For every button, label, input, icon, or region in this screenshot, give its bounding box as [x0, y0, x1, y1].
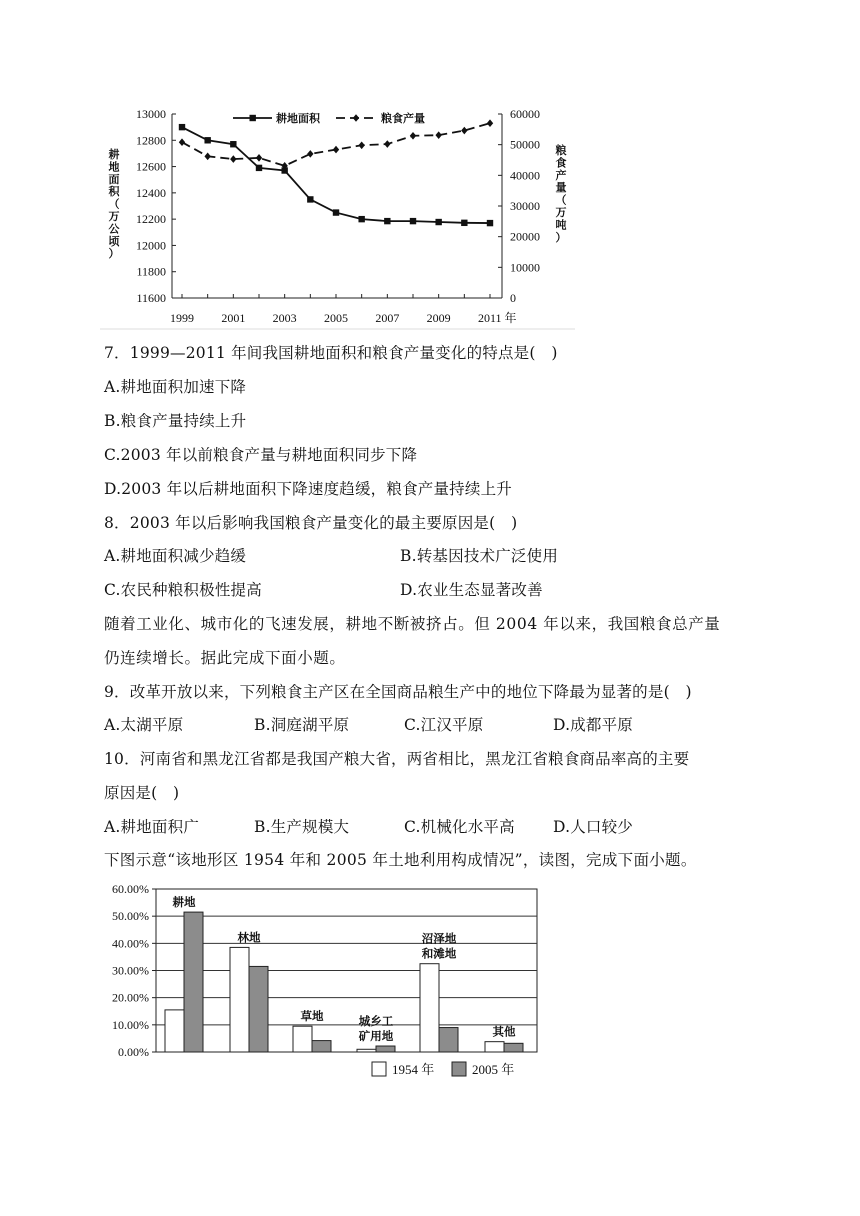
category-label: 和滩地 [421, 946, 457, 961]
question-8-option-c: C.农民种粮积极性提高 [104, 581, 262, 599]
right-axis-tick-label: 10000 [510, 260, 540, 275]
series-line-grain-output [182, 123, 490, 166]
left-axis-label-char: 地 [108, 160, 120, 174]
left-axis-tick-label: 13000 [136, 107, 166, 121]
bar-2005 [376, 1046, 395, 1052]
series-line-cultivated-land [182, 127, 490, 223]
right-axis-label-char: 量 [555, 181, 567, 195]
bar-2005 [312, 1041, 331, 1052]
question-7-stem: 7．1999—2011 年间我国耕地面积和粮食产量变化的特点是( ) [104, 344, 558, 362]
question-8-option-a: A.耕地面积减少趋缓 [104, 547, 247, 565]
left-axis-label-char: 公 [108, 222, 120, 236]
y-axis-tick-label: 30.00% [112, 963, 149, 978]
question-9-option-a: A.太湖平原 [104, 716, 184, 734]
y-axis-tick-label: 0.00% [118, 1045, 149, 1059]
question-10-stem-line-2: 原因是( ) [104, 784, 180, 802]
bar-1954 [357, 1049, 376, 1052]
y-axis-tick-label: 50.00% [112, 909, 149, 924]
y-axis-tick-label: 10.00% [112, 1017, 149, 1032]
legend-square-marker [250, 115, 256, 121]
legend-label-cultivated-land: 耕地面积 [276, 112, 320, 125]
bar-2005 [504, 1043, 523, 1052]
question-7-option-a: A.耕地面积加速下降 [104, 378, 247, 396]
question-10-option-b: B.生产规模大 [254, 818, 350, 836]
question-8-option-b: B.转基因技术广泛使用 [400, 547, 559, 565]
square-marker [256, 165, 262, 171]
x-axis-tick-label: 2005 [324, 311, 348, 325]
square-marker [230, 141, 236, 147]
legend-swatch-1954 [372, 1062, 386, 1076]
question-10-stem-line-1: 10．河南省和黑龙江省都是我国产粮大省，两省相比，黑龙江省粮食商品率高的主要 [104, 750, 690, 768]
diamond-marker [435, 131, 441, 139]
legend-label-2005: 2005 年 [472, 1062, 515, 1077]
square-marker [461, 220, 467, 226]
right-axis-label-char: 粮 [555, 144, 567, 157]
question-9-option-d: D.成都平原 [553, 716, 634, 734]
right-axis-tick-label: 60000 [510, 107, 540, 121]
land-use-intro: 下图示意“该地形区 1954 年和 2005 年土地利用构成情况”，读图，完成下面小题。 [104, 851, 697, 869]
square-marker [204, 137, 210, 143]
left-axis-tick-label: 12600 [136, 159, 166, 174]
diamond-marker [256, 154, 262, 162]
passage-line-2: 仍连续增长。据此完成下面小题。 [104, 649, 346, 667]
bar-1954 [293, 1026, 312, 1052]
diamond-marker [358, 141, 364, 149]
left-axis-tick-label: 12800 [136, 133, 166, 148]
diamond-marker [179, 138, 185, 146]
right-axis-tick-label: 40000 [510, 168, 540, 183]
question-7-option-c: C.2003 年以前粮食产量与耕地面积同步下降 [104, 446, 418, 464]
legend-label-grain-output: 粮食产量 [381, 112, 425, 125]
diamond-marker [461, 127, 467, 135]
question-10-option-a: A.耕地面积广 [104, 818, 200, 836]
diamond-marker [307, 150, 313, 158]
diamond-marker [384, 140, 390, 148]
diamond-marker [410, 132, 416, 140]
question-7-option-b: B.粮食产量持续上升 [104, 412, 247, 430]
question-9-option-c: C.江汉平原 [404, 716, 484, 734]
left-axis-label-char: 万 [108, 210, 120, 223]
right-axis-tick-label: 0 [510, 291, 516, 305]
bar-1954 [230, 947, 249, 1052]
left-axis-label-char: （ [108, 197, 120, 211]
category-label: 其他 [492, 1024, 516, 1039]
left-axis-label-char: ） [108, 247, 120, 261]
square-marker [487, 220, 493, 226]
land-grain-line-chart [100, 98, 567, 330]
right-axis-label-char: （ [555, 193, 567, 207]
diamond-marker [333, 146, 339, 154]
question-10-option-d: D.人口较少 [553, 818, 634, 836]
left-axis-tick-label: 12000 [136, 238, 166, 253]
x-axis-tick-label: 2011 年 [478, 311, 517, 325]
legend-label-1954: 1954 年 [392, 1062, 435, 1077]
passage-line-1: 随着工业化、城市化的飞速发展，耕地不断被挤占。但 2004 年以来，我国粮食总产量 [104, 615, 721, 633]
diamond-marker [230, 155, 236, 163]
left-axis-tick-label: 11600 [136, 291, 166, 305]
question-9-option-b: B.洞庭湖平原 [254, 716, 350, 734]
category-label: 草地 [300, 1009, 324, 1024]
x-axis-tick-label: 2007 [375, 311, 400, 325]
land-use-bar-chart [100, 878, 560, 1088]
y-axis-tick-label: 20.00% [112, 990, 149, 1005]
question-9-stem: 9．改革开放以来，下列粮食主产区在全国商品粮生产中的地位下降最为显著的是( ) [104, 683, 692, 701]
left-axis-label-char: 积 [108, 185, 120, 199]
square-marker [358, 216, 364, 222]
legend-diamond-marker [353, 114, 359, 122]
bar-1954 [420, 964, 439, 1052]
square-marker [179, 124, 185, 130]
category-label: 林地 [237, 930, 261, 945]
category-label: 城乡工 [358, 1014, 394, 1029]
x-axis-tick-label: 2001 [221, 311, 246, 325]
right-axis-tick-label: 30000 [510, 199, 540, 213]
left-axis-tick-label: 12400 [136, 185, 166, 200]
bar-1954 [485, 1042, 504, 1052]
right-axis-label-char: ） [555, 230, 567, 244]
left-axis-label-char: 面 [108, 172, 120, 186]
square-marker [435, 219, 441, 225]
legend-swatch-2005 [452, 1062, 466, 1076]
x-axis-tick-label: 1999 [170, 311, 194, 325]
bar-2005 [439, 1028, 458, 1052]
question-8-option-d: D.农业生态显著改善 [400, 581, 543, 599]
diamond-marker [204, 153, 210, 161]
category-label: 矿用地 [358, 1029, 394, 1044]
y-axis-tick-label: 40.00% [112, 936, 149, 951]
diamond-marker [487, 119, 493, 127]
question-7-option-d: D.2003 年以后耕地面积下降速度趋缓，粮食产量持续上升 [104, 480, 512, 498]
square-marker [307, 196, 313, 202]
square-marker [410, 218, 416, 224]
category-label: 耕地 [172, 895, 196, 910]
right-axis-label-char: 吨 [555, 218, 567, 232]
x-axis-tick-label: 2003 [272, 311, 297, 325]
right-axis-label-char: 食 [555, 156, 567, 170]
right-axis-label-char: 产 [555, 168, 567, 182]
question-8-stem: 8．2003 年以后影响我国粮食产量变化的最主要原因是( ) [104, 514, 518, 532]
right-axis-tick-label: 20000 [510, 229, 540, 244]
bar-1954 [165, 1010, 184, 1052]
left-axis-label-char: 耕 [108, 148, 120, 161]
left-axis-tick-label: 12200 [136, 212, 166, 227]
square-marker [384, 218, 390, 224]
left-axis-label-char: 顷 [108, 234, 120, 248]
left-axis-tick-label: 11800 [136, 264, 166, 279]
category-label: 沼泽地 [421, 931, 457, 946]
y-axis-tick-label: 60.00% [112, 882, 149, 896]
x-axis-tick-label: 2009 [426, 311, 451, 325]
square-marker [333, 209, 339, 215]
bar-2005 [184, 912, 203, 1052]
bar-2005 [249, 966, 268, 1052]
question-10-option-c: C.机械化水平高 [404, 818, 515, 836]
right-axis-tick-label: 50000 [510, 137, 540, 152]
right-axis-label-char: 万 [555, 206, 567, 219]
